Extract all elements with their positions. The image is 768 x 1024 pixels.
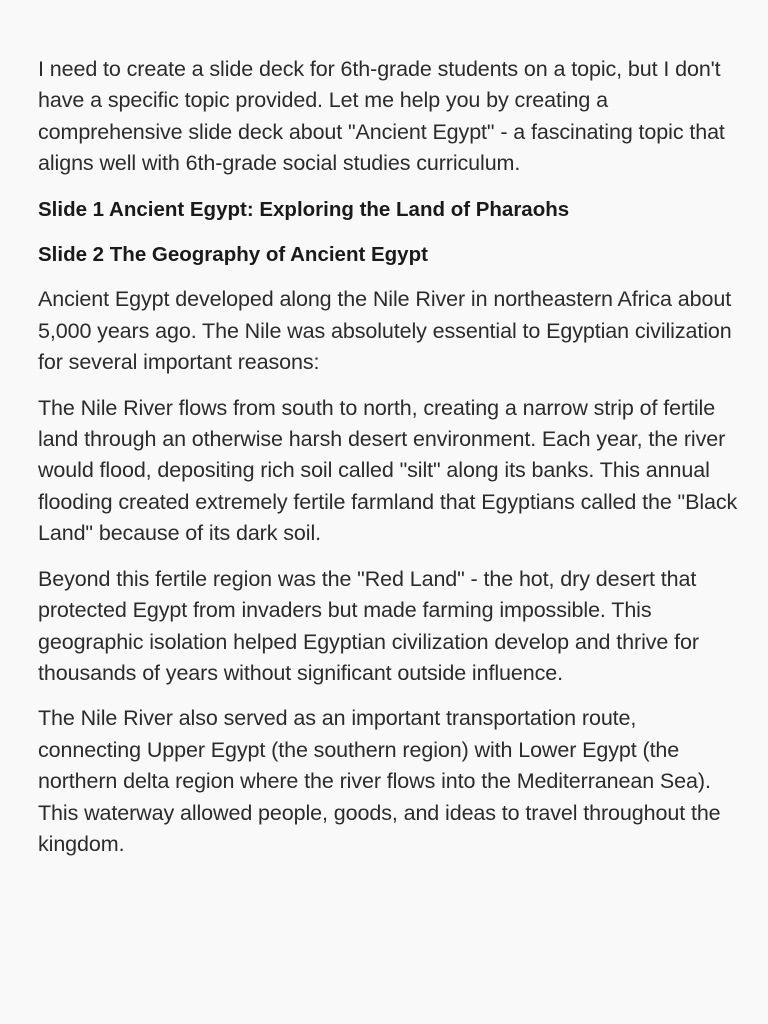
assistant-message [38, 54, 738, 874]
slide-2-heading: Slide 2 The Geography of Ancient Egypt [38, 243, 428, 267]
intro-paragraph: I need to create a slide deck for 6th-grade students on a topic, but I don't have a specific topic provided. Let me help you by creating a comprehensive slide deck about "Ancient Egypt" - a fascinating topic that aligns well with 6th-grade social studies curriculum. [38, 57, 725, 176]
paragraph-red-land: Beyond this fertile region was the "Red Land" - the hot, dry desert that protected Egypt from invaders but made farming impossible. This geographic isolation helped Egyptian civilization develop and thrive for thousands of years without significant outside influence. [38, 566, 699, 685]
slide-1-heading: Slide 1 Ancient Egypt: Exploring the Land of Pharaohs [38, 197, 570, 221]
paragraph-transportation: The Nile River also served as an important transportation route, connecting Upper Egypt (the southern region) with Lower Egypt (the northern delta region where the river flows into the Mediterranean Sea). This waterway allowed people, goods, and ideas to travel throughout the kingdom. [38, 706, 721, 856]
paragraph-nile-overview: Ancient Egypt developed along the Nile River in northeastern Africa about 5,000 years ago. The Nile was absolutely essential to Egyptian civilization for several important reasons: [38, 287, 732, 375]
paragraph-black-land: The Nile River flows from south to north, creating a narrow strip of fertile land through an otherwise harsh desert environment. Each year, the river would flood, depositing rich soil called "silt" along its banks. This annual flooding created extremely fertile farmland that Egyptians called the "Black Land" because of its dark soil. [38, 395, 738, 546]
